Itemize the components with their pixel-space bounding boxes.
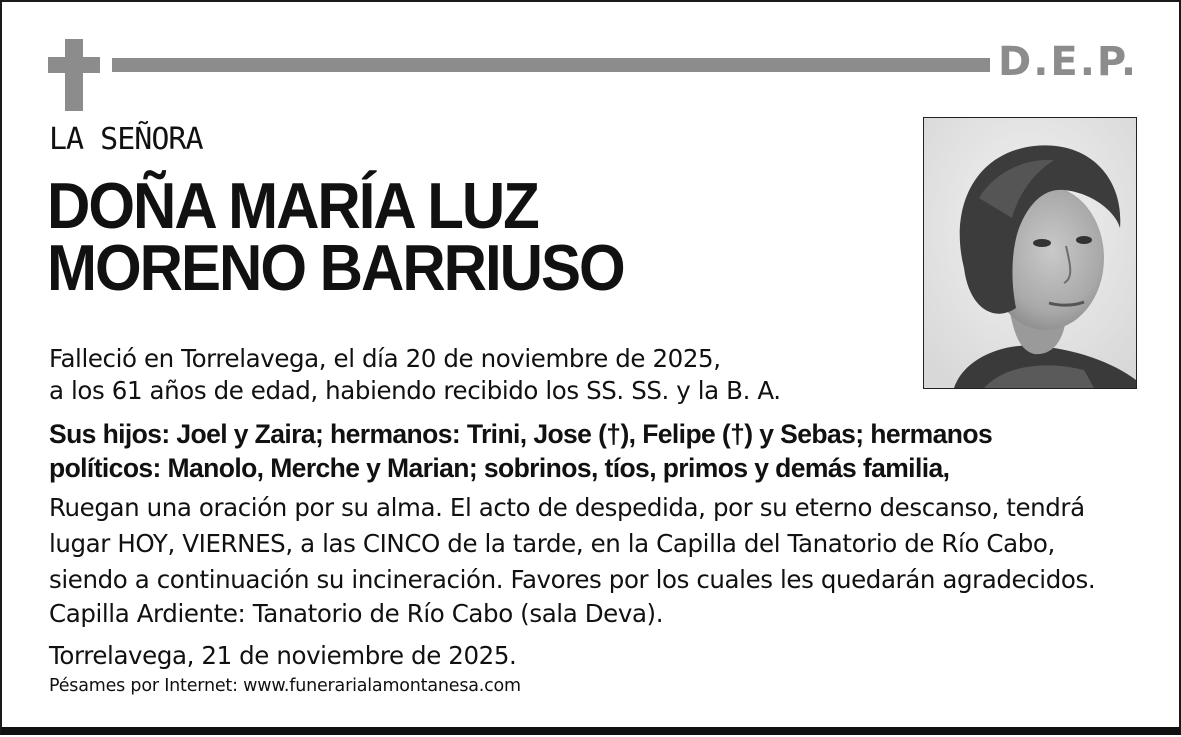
dep-label: D.E.P.	[998, 39, 1139, 85]
deceased-name-line2: MORENO BARRIUSO	[47, 231, 624, 305]
ceremony-line-1: Ruegan una oración por su alma. El acto de despedida, por su eterno descanso, tendrá	[49, 493, 1085, 522]
family-line-1: Sus hijos: Joel y Zaira; hermanos: Trini, Jose (†), Felipe (†) y Sebas; hermanos	[49, 419, 993, 449]
portrait-image	[924, 118, 1136, 388]
death-line-1: Falleció en Torrelavega, el día 20 de noviembre de 2025,	[49, 344, 721, 373]
place-date: Torrelavega, 21 de noviembre de 2025.	[49, 641, 517, 670]
death-line-2: a los 61 años de edad, habiendo recibido los SS. SS. y la B. A.	[49, 376, 781, 405]
ceremony-line-4: Capilla Ardiente: Tanatorio de Río Cabo (sala Deva).	[49, 599, 664, 628]
ceremony-line-2: lugar HOY, VIERNES, a las CINCO de la tarde, en la Capilla del Tanatorio de Río Cabo,	[49, 529, 1055, 558]
condolences-link: Pésames por Internet: www.funerarialamontanesa.com	[49, 676, 521, 696]
family-line-2: políticos: Manolo, Merche y Marian; sobrinos, tíos, primos y demás familia,	[49, 453, 950, 483]
ceremony-line-3: siendo a continuación su incineración. Favores por los cuales les quedarán agradecidos.	[49, 565, 1096, 594]
honorific: LA SEÑORA	[49, 122, 203, 157]
cross-icon-horizontal	[48, 57, 100, 73]
portrait-photo	[923, 117, 1137, 389]
header-rule	[112, 58, 990, 72]
deceased-name-line1: DOÑA MARÍA LUZ	[47, 169, 538, 243]
cross-icon-vertical	[65, 39, 83, 111]
